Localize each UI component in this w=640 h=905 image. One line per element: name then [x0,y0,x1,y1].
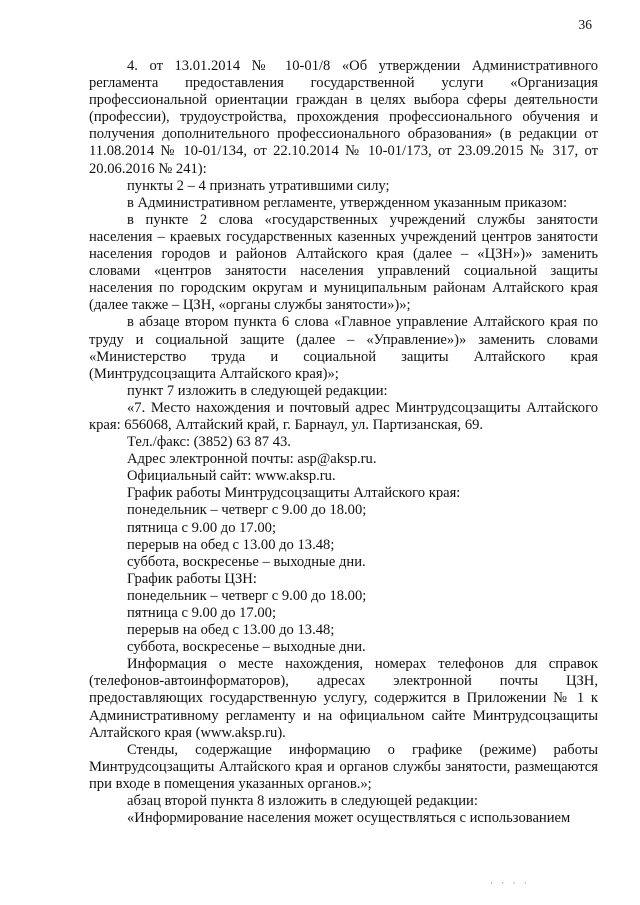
page-number: 36 [578,17,592,32]
paragraph-stands: Стенды, содержащие информацию о графике (режиме) работы Минтрудсоцзащиты Алтайского края и органов службы занятости, размещаются при входе в помещения указанных органов.»; [89,741,598,792]
scan-artifact-mark: · · · · [490,878,530,888]
paragraph-point-6-change: в абзаце втором пункта 6 слова «Главное управление Алтайского края по труду и социальной защите (далее – «Управление»)» заменить словами «Министерство труда и социальной защиты Алтайского края (Минтрудсоцзащита Алтайского края)»; [89,314,598,382]
schedule-ministry-fri: пятница с 9.00 до 17.00; [127,519,277,536]
paragraph-address: «7. Место нахождения и почтовый адрес Минтрудсоцзащиты Алтайского края: 656068, Алтайский край, г. Барнаул, ул. Партизанская, 69. [89,399,598,433]
contact-website: Официальный сайт: www.aksp.ru. [127,468,336,485]
contact-phone: Тел./факс: (3852) 63 87 43. [127,434,291,451]
paragraph-point-2-change: в пункте 2 слова «государственных учреждений службы занятости населения – краевых государственных казенных учреждений центров занятости населения городов и районов Алтайского края (далее – «ЦЗН»)» заменить словами «центров занятости населения управлений социальной защиты населения по городским округам и муниципальным районам Алтайского края (далее также – ЦЗН, «органы службы занятости»)»; [89,211,598,314]
paragraph-regulation-intro: в Административном регламенте, утвержденном указанным приказом: [127,194,568,211]
paragraph-points-void: пункты 2 – 4 признать утратившими силу; [127,177,390,194]
schedule-czn-mon-thu: понедельник – четверг с 9.00 до 18.00; [127,587,367,604]
schedule-ministry-weekend: суббота, воскресенье – выходные дни. [127,553,366,570]
paragraph-point-8-intro: абзац второй пункта 8 изложить в следующей редакции: [127,793,478,810]
paragraph-informing: «Информирование населения может осуществляться с использованием [127,810,571,827]
schedule-czn-lunch: перерыв на обед с 13.00 до 13.48; [127,622,335,639]
schedule-czn-title: График работы ЦЗН: [127,570,257,587]
paragraph-information-location: Информация о месте нахождения, номерах телефонов для справок (телефонов-автоинформаторов), адресах электронной почты ЦЗН, предоставляющих государственную услугу, содержится в Приложении № 1 к Административному регламенту и на официальном сайте Минтрудсоцзащиты Алтайского края (www.aksp.ru). [89,656,598,741]
schedule-czn-weekend: суббота, воскресенье – выходные дни. [127,639,366,656]
schedule-ministry-lunch: перерыв на обед с 13.00 до 13.48; [127,536,335,553]
schedule-ministry-title: График работы Минтрудсоцзащиты Алтайского края: [127,485,461,502]
contact-email: Адрес электронной почты: asp@aksp.ru. [127,451,377,468]
schedule-ministry-mon-thu: понедельник – четверг с 9.00 до 18.00; [127,502,367,519]
document-body [89,58,598,827]
schedule-czn-fri: пятница с 9.00 до 17.00; [127,605,277,621]
paragraph-order-item: 4. от 13.01.2014 № 10-01/8 «Об утверждении Административного регламента предоставления государственной услуги «Организация профессиональной ориентации граждан в целях выбора сферы деятельности (профессии), трудоустройства, прохождения профессионального обучения и получения дополнительного профессионального образования» (в редакции от 11.08.2014 № 10-01/134, от 22.10.2014 № 10-01/173, от 23.09.2015 № 317, от 20.06.2016 № 241): [89,58,598,177]
paragraph-point-7-intro: пункт 7 изложить в следующей редакции: [127,382,388,399]
